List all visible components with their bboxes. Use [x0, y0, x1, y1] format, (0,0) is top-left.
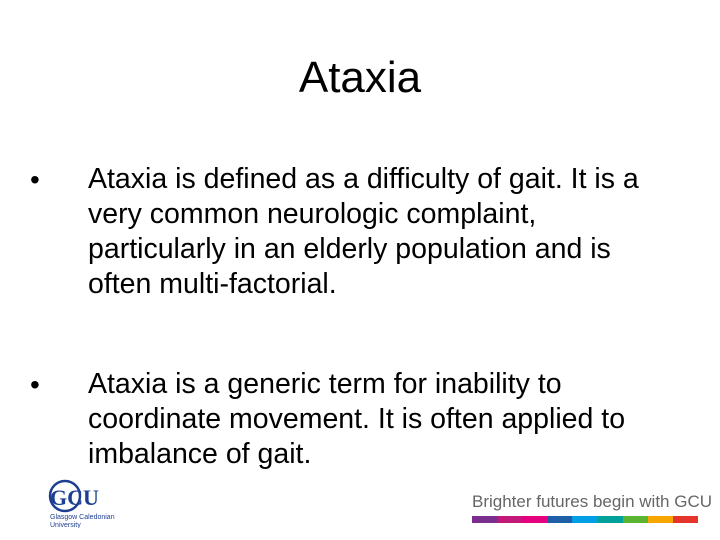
slide-title: Ataxia: [298, 53, 422, 102]
bullet-icon: •: [30, 369, 40, 400]
bullet-item: [30, 162, 680, 302]
bullet-item: [30, 367, 680, 472]
stripe-segment: [472, 516, 497, 523]
stripe-segment: [673, 516, 698, 523]
stripe-segment: [522, 516, 547, 523]
bullet-list: [30, 162, 680, 472]
stripe-segment: [572, 516, 597, 523]
stripe-segment: [547, 516, 572, 523]
gcu-logo: [46, 478, 141, 528]
bullet-text: Ataxia is defined as a difficulty of gait. It is a very common neurologic complaint, particularly in an elderly population and is often multi-factorial.: [88, 163, 639, 300]
stripe-segment: [497, 516, 522, 523]
logo-letters: GCU: [50, 485, 99, 510]
bullet-icon: •: [30, 164, 40, 195]
logo-name-line2: University: [50, 522, 81, 528]
stripe-segment: [598, 516, 623, 523]
logo-name-line1: Glasgow Caledonian: [50, 514, 115, 521]
color-stripe: [472, 516, 698, 523]
tagline: Brighter futures begin with GCU: [472, 492, 712, 511]
bullet-text: Ataxia is a generic term for inability to coordinate movement. It is often applied to imbalance of gait.: [88, 368, 626, 470]
stripe-segment: [648, 516, 673, 523]
stripe-segment: [623, 516, 648, 523]
